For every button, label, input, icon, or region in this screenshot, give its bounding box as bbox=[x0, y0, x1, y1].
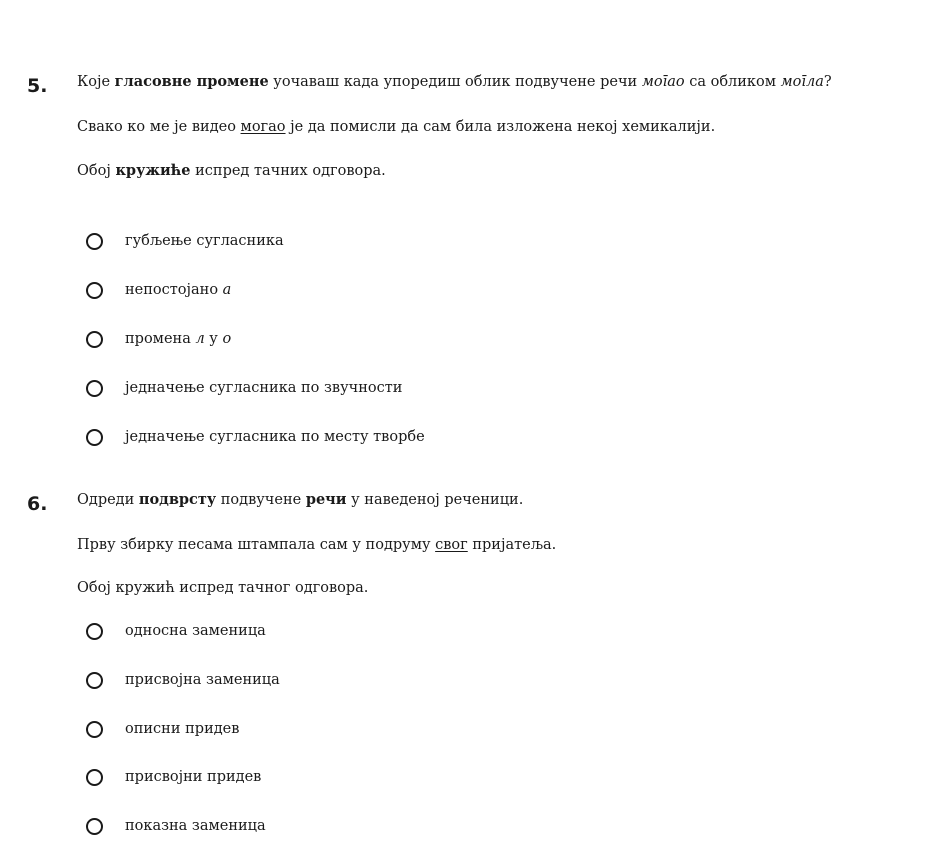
radio-circle[interactable] bbox=[86, 721, 103, 738]
option-label: непостојано а bbox=[125, 282, 232, 298]
question-prompt: Одреди подврсту подвучене речи у наведеној реченици. bbox=[77, 491, 524, 508]
question-number: 6. bbox=[27, 493, 48, 515]
question-prompt: Које гласовне промене уочаваш када упоредиш облик подвучене речи моīао са обликом моīла? bbox=[77, 73, 832, 90]
option-label: једначење сугласника по звучности bbox=[125, 380, 403, 396]
radio-circle[interactable] bbox=[86, 769, 103, 786]
option-label: промена л у о bbox=[125, 331, 232, 347]
radio-circle[interactable] bbox=[86, 331, 103, 348]
radio-circle[interactable] bbox=[86, 429, 103, 446]
underlined-word: могао bbox=[240, 119, 286, 135]
option-label: губљење сугласника bbox=[125, 233, 284, 249]
radio-circle[interactable] bbox=[86, 672, 103, 689]
radio-circle[interactable] bbox=[86, 380, 103, 397]
underlined-word: свог bbox=[435, 537, 468, 553]
option-label: односна заменица bbox=[125, 623, 266, 639]
instruction: Обој кружић испред тачног одговора. bbox=[77, 580, 369, 596]
radio-circle[interactable] bbox=[86, 282, 103, 299]
option-label: описни придев bbox=[125, 721, 240, 737]
example-sentence: Свако ко ме је видео могао је да помисли да сам била изложена некој хемикалији. bbox=[77, 119, 716, 135]
option-label: показна заменица bbox=[125, 818, 266, 834]
option-label: једначење сугласника по месту творбе bbox=[125, 429, 425, 445]
example-sentence: Прву збирку песама штампала сам у подруму свог пријатеља. bbox=[77, 537, 557, 553]
option-label: присвојни придев bbox=[125, 769, 262, 785]
radio-circle[interactable] bbox=[86, 233, 103, 250]
radio-circle[interactable] bbox=[86, 623, 103, 640]
radio-circle[interactable] bbox=[86, 818, 103, 835]
instruction: Обој кружиће испред тачних одговора. bbox=[77, 162, 386, 179]
question-number: 5. bbox=[27, 75, 48, 97]
option-label: присвојна заменица bbox=[125, 672, 280, 688]
